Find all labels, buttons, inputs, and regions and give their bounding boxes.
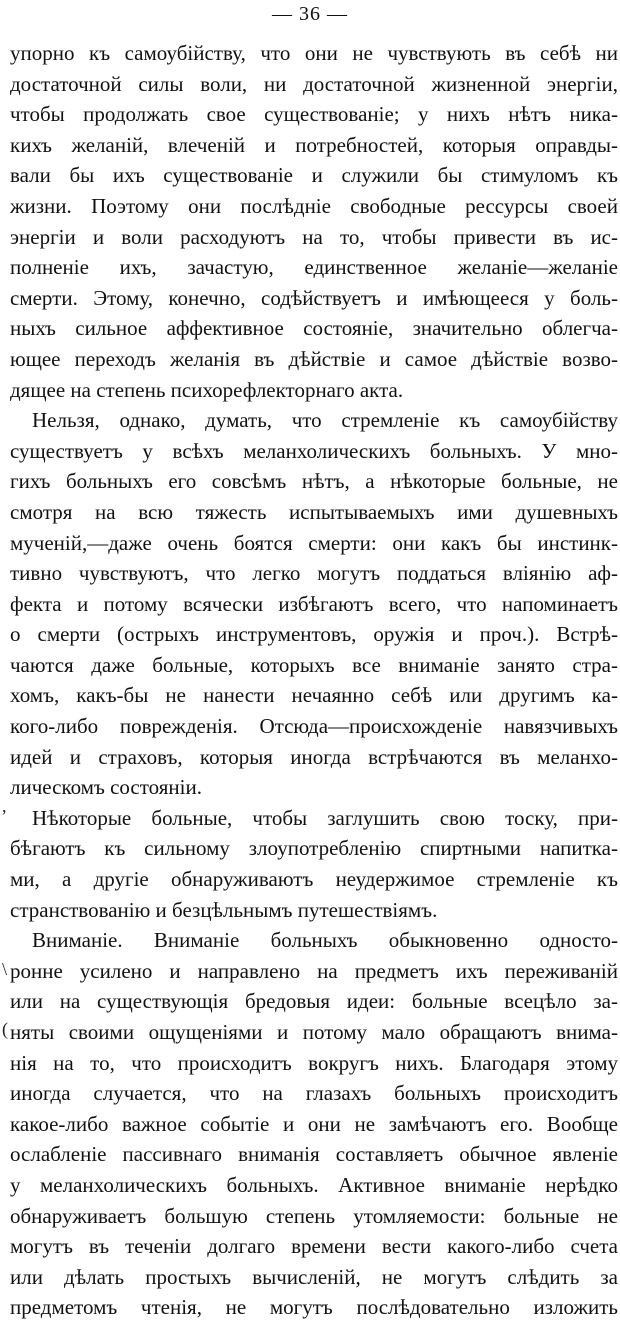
text-line: чаются даже больные, которыхъ все вниманіе занято стра- xyxy=(10,652,618,677)
text-line: дящее на степень психорефлекторнаго акта. xyxy=(10,377,404,402)
text-line: могутъ въ теченіи долгаго времени вести какого-либо счета xyxy=(10,1234,618,1259)
text-line: Нельзя, однако, думать, что стремленіе къ самоубійству xyxy=(32,408,618,433)
margin-mark: , xyxy=(2,796,7,816)
text-line: гихъ больныхъ его совсѣмъ нѣтъ, а нѣкоторые больные, не xyxy=(10,469,618,494)
text-line: смотря на всю тяжесть испытываемыхъ ими душевныхъ xyxy=(10,499,618,524)
text-line: ослабленіе пассивнаго вниманія составляетъ обычное явленіе xyxy=(10,1142,618,1167)
page-number: — 36 — xyxy=(272,3,348,25)
text-line: или на существующія бредовыя идеи: больные всецѣло за- xyxy=(10,989,618,1014)
text-line: достаточной силы воли, ни достаточной жизненной энергіи, xyxy=(10,71,618,96)
text-line: смерти. Этому, конечно, содѣйствуетъ и имѣющееся у боль- xyxy=(10,285,618,310)
text-line: о смерти (острыхъ инструментовъ, оружія и проч.). Встрѣ- xyxy=(10,622,618,647)
margin-mark: ( xyxy=(2,1019,8,1039)
text-line: чтобы продолжать свое существованіе; у нихъ нѣтъ ника- xyxy=(10,102,618,127)
text-line: предметомъ чтенія, не могутъ послѣдовательно изложить xyxy=(10,1295,618,1320)
text-line: Нѣкоторые больные, чтобы заглушить свою тоску, при- xyxy=(32,805,618,830)
text-line: вали бы ихъ существованіе и служили бы стимуломъ къ xyxy=(10,163,618,188)
text-line: существуетъ у всѣхъ меланхолическихъ больныхъ. У мно- xyxy=(10,438,618,463)
text-line: у меланхолическихъ больныхъ. Активное вниманіе нерѣдко xyxy=(10,1172,618,1197)
text-line: кого-либо поврежденія. Отсюда—происхожденіе навязчивыхъ xyxy=(10,714,618,739)
text-line: кихъ желаній, влеченій и потребностей, которыя оправды- xyxy=(10,132,618,157)
text-line: иногда случается, что на глазахъ больныхъ происходитъ xyxy=(10,1081,618,1106)
text-line: энергіи и воли расходуютъ на то, чтобы привести въ ис- xyxy=(10,224,618,249)
text-line: няты своими ощущеніями и потому мало обращаютъ внима- xyxy=(10,1020,618,1044)
text-line: ми, а другіе обнаруживаютъ неудержимое стремленіе къ xyxy=(10,867,618,892)
text-line: Вниманіе. Вниманіе больныхъ обыкновенно односто- xyxy=(32,928,618,953)
text-line: тивно чувствуютъ, что легко могутъ поддаться вліянію аф- xyxy=(10,561,618,586)
text-line: идей и страховъ, которыя иногда встрѣчаются въ меланхо- xyxy=(10,744,618,769)
text-line: ющее переходъ желанія въ дѣйствіе и самое дѣйствіе возво- xyxy=(10,346,618,371)
text-line: фекта и потому всячески избѣгаютъ всего, что напоминаетъ xyxy=(10,591,618,616)
text-line: нія на то, что происходитъ вокругъ нихъ. Благодаря этому xyxy=(10,1050,618,1075)
body-text xyxy=(10,38,618,1323)
text-line: или дѣлать простыхъ вычисленій, не могутъ слѣдить за xyxy=(10,1264,618,1289)
text-line: ронне усилено и направлено на предметъ ихъ переживаній xyxy=(10,958,618,983)
text-line: упорно къ самоубійству, что они не чувствують въ себѣ ни xyxy=(10,41,618,65)
text-line: полненіе ихъ, зачастую, единственное желаніе—желаніе xyxy=(10,255,618,280)
text-line: хомъ, какъ-бы не нанести нечаянно себѣ или другимъ ка- xyxy=(10,683,618,708)
text-line: ныхъ сильное аффективное состояніе, значительно облегча- xyxy=(10,316,618,341)
text-line: бѣгаютъ къ сильному злоупотребленію спиртными напитка- xyxy=(10,836,618,861)
text-line: странствованію и безцѣльнымъ путешествіямъ. xyxy=(10,897,438,922)
text-line: лическомъ состояніи. xyxy=(10,775,202,800)
text-line: мученій,—даже очень боятся смерти: они какъ бы инстинк- xyxy=(10,530,618,555)
text-line: жизни. Поэтому они послѣдніе свободные рессурсы своей xyxy=(10,193,618,218)
text-line: какое-либо важное событіе и они не замѣчаютъ его. Вообще xyxy=(10,1111,618,1136)
margin-mark: \ xyxy=(2,959,8,979)
text-line: обнаруживаетъ большую степень утомляемости: больные не xyxy=(10,1203,618,1228)
